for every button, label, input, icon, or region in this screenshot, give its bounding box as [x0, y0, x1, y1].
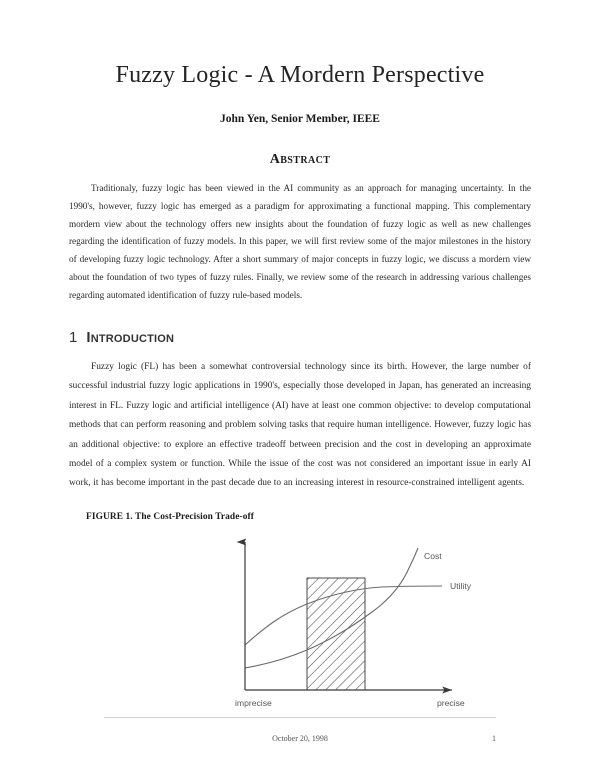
introduction-text: Fuzzy logic (FL) has been a somewhat controversial technology since its birth. However, the large number of successful industrial fuzzy logic applications in 1990's, especially those developed in Japan, has generated an increasing interest in FL. Fuzzy logic and artificial intelligence (AI) have at least one common objective: to develop computational methods that can perform reasoning and problem solving tasks that require human intelligence. However, fuzzy logic has an additional objective: to explore an effective tradeoff between precision and the cost in developing an approximate model of a complex system or function. While the issue of the cost was not considered an important issue in early AI work, it has become important in the past decade due to an increasing interest in resource-constrained intelligent agents. [69, 362, 531, 489]
abstract-heading: Abstract [269, 152, 331, 167]
figure-caption: FIGURE 1. The Cost-Precision Trade-off [86, 512, 254, 522]
figure-cost-precision-tradeoff [210, 528, 510, 714]
page-title: Fuzzy Logic - A Mordern Perspective [115, 62, 485, 88]
section-number: 1 [69, 329, 78, 346]
author-line: John Yen, Senior Member, IEEE [220, 113, 380, 125]
utility-series-label: Utility [450, 581, 472, 591]
x-axis-label-precise: precise [437, 698, 465, 708]
footer-page-number: 1 [492, 734, 496, 743]
section-title: Introduction [86, 329, 175, 346]
section-heading-introduction [69, 329, 174, 346]
cost-series-label: Cost [424, 551, 442, 561]
abstract-text: Traditionaly, fuzzy logic has been viewed in the AI community as an approach for managing uncertainty. In the 1990's, however, fuzzy logic has emerged as a paradigm for approximating a functional mapping. This complementary mordern view about the technology offers new insights about the foundation of fuzzy logic as well as new challenges regarding the identification of fuzzy models. In this paper, we will first review some of the major milestones in the history of developing fuzzy logic technology. After a short summary of major concepts in fuzzy logic, we discuss a mordern view about the foundation of two types of fuzzy rules. Finally, we review some of the research in addressing various challenges regarding automated identification of fuzzy rule-based models. [69, 183, 531, 300]
x-axis-label-imprecise: imprecise [235, 698, 272, 708]
footer-divider [104, 717, 496, 718]
footer-date: October 20, 1998 [272, 734, 328, 743]
figure-svg [210, 528, 510, 714]
